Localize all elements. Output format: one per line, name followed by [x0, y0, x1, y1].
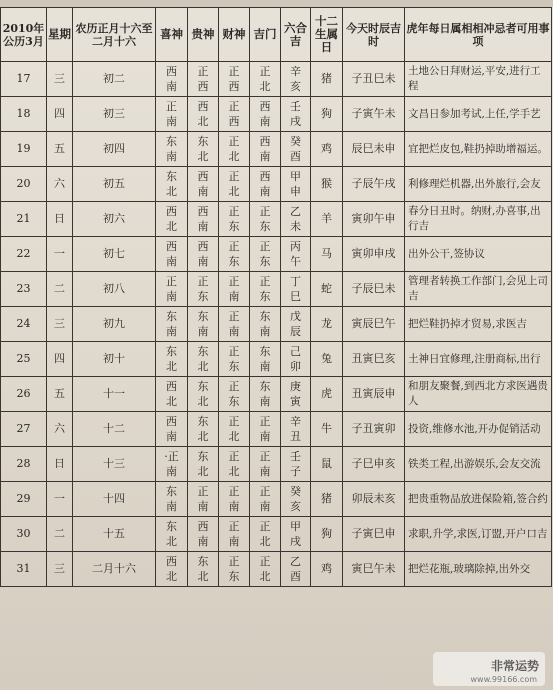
cell-jishi: 子巳申亥	[343, 447, 405, 482]
table-row	[1, 97, 552, 132]
cell-jishi: 子丑寅卯	[343, 412, 405, 447]
cell-jishi: 子丑巳未	[343, 62, 405, 97]
cell-cai: 正 北	[219, 447, 250, 482]
cell-jishi: 辰巳未申	[343, 132, 405, 167]
cell-xi: 西 南	[156, 62, 188, 97]
cell-weekday: 二	[47, 272, 73, 307]
cell-jimen: 西 南	[250, 97, 281, 132]
header-gui: 贵神	[188, 8, 219, 62]
table-row	[1, 517, 552, 552]
table-row	[1, 272, 552, 307]
table-row	[1, 482, 552, 517]
cell-gui: 东 北	[188, 342, 219, 377]
cell-shengxiao: 狗	[311, 517, 343, 552]
cell-jimen: 正 东	[250, 272, 281, 307]
cell-liuhe: 乙 未	[281, 202, 311, 237]
watermark-url: www.99166.com	[470, 675, 537, 684]
cell-lunar: 初四	[73, 132, 156, 167]
cell-jishi: 寅卯午申	[343, 202, 405, 237]
table-row	[1, 62, 552, 97]
cell-jimen: 西 南	[250, 132, 281, 167]
top-strip	[0, 0, 553, 7]
cell-cai: 正 东	[219, 237, 250, 272]
cell-gui: 西 南	[188, 167, 219, 202]
cell-gui: 西 南	[188, 202, 219, 237]
header-jishi: 今天时辰吉时	[343, 8, 405, 62]
cell-date: 21	[1, 202, 47, 237]
cell-xi: 东 北	[156, 517, 188, 552]
cell-gui: 东 北	[188, 447, 219, 482]
cell-liuhe: 癸 酉	[281, 132, 311, 167]
cell-jimen: 正 北	[250, 552, 281, 587]
cell-gui: 东 北	[188, 132, 219, 167]
cell-shengxiao: 狗	[311, 97, 343, 132]
cell-jimen: 西 南	[250, 167, 281, 202]
cell-weekday: 六	[47, 167, 73, 202]
cell-weekday: 六	[47, 412, 73, 447]
cell-weekday: 二	[47, 517, 73, 552]
cell-gui: 西 南	[188, 517, 219, 552]
cell-gui: 东 北	[188, 377, 219, 412]
cell-notes: 求职,升学,求医,订盟,开户口吉	[405, 517, 552, 552]
cell-gui: 正 西	[188, 62, 219, 97]
cell-jishi: 丑寅辰申	[343, 377, 405, 412]
cell-jishi: 寅卯申戌	[343, 237, 405, 272]
table-row	[1, 412, 552, 447]
cell-weekday: 三	[47, 307, 73, 342]
cell-shengxiao: 虎	[311, 377, 343, 412]
cell-lunar: 初六	[73, 202, 156, 237]
cell-liuhe: 甲 戌	[281, 517, 311, 552]
cell-xi: 西 北	[156, 552, 188, 587]
cell-shengxiao: 羊	[311, 202, 343, 237]
cell-weekday: 三	[47, 552, 73, 587]
cell-date: 23	[1, 272, 47, 307]
cell-cai: 正 南	[219, 482, 250, 517]
cell-liuhe: 丙 午	[281, 237, 311, 272]
cell-shengxiao: 猴	[311, 167, 343, 202]
cell-shengxiao: 龙	[311, 307, 343, 342]
table-row	[1, 342, 552, 377]
header-xi: 喜神	[156, 8, 188, 62]
header-notes: 虎年每日属相相冲忌者可用事项	[405, 8, 552, 62]
cell-notes: 出外公干,签协议	[405, 237, 552, 272]
cell-gui: 东 北	[188, 552, 219, 587]
cell-shengxiao: 兔	[311, 342, 343, 377]
table-row	[1, 167, 552, 202]
header-shengxiao: 十二生属日	[311, 8, 343, 62]
cell-xi: 东 北	[156, 167, 188, 202]
almanac-table	[0, 7, 552, 587]
cell-xi: 东 南	[156, 307, 188, 342]
cell-shengxiao: 鸡	[311, 552, 343, 587]
cell-liuhe: 庚 寅	[281, 377, 311, 412]
cell-lunar: 初二	[73, 62, 156, 97]
cell-date: 25	[1, 342, 47, 377]
cell-jimen: 正 南	[250, 482, 281, 517]
cell-shengxiao: 牛	[311, 412, 343, 447]
cell-weekday: 五	[47, 377, 73, 412]
cell-shengxiao: 鸡	[311, 132, 343, 167]
cell-lunar: 初九	[73, 307, 156, 342]
table-row	[1, 202, 552, 237]
cell-liuhe: 癸 亥	[281, 482, 311, 517]
cell-weekday: 四	[47, 97, 73, 132]
cell-date: 22	[1, 237, 47, 272]
cell-jimen: 正 北	[250, 517, 281, 552]
cell-jimen: 东 南	[250, 342, 281, 377]
cell-date: 29	[1, 482, 47, 517]
cell-date: 20	[1, 167, 47, 202]
cell-notes: 投资,维修水池,开办促销活动	[405, 412, 552, 447]
header-weekday: 星期	[47, 8, 73, 62]
cell-cai: 正 北	[219, 412, 250, 447]
cell-notes: 利修理烂机器,出外旅行,会友	[405, 167, 552, 202]
cell-cai: 正 西	[219, 97, 250, 132]
cell-date: 27	[1, 412, 47, 447]
cell-xi: 西 北	[156, 377, 188, 412]
cell-weekday: 三	[47, 62, 73, 97]
cell-xi: 东 南	[156, 482, 188, 517]
cell-lunar: 初三	[73, 97, 156, 132]
cell-gui: 西 南	[188, 237, 219, 272]
cell-xi: 正 南	[156, 97, 188, 132]
cell-date: 19	[1, 132, 47, 167]
header-cai: 财神	[219, 8, 250, 62]
table-row	[1, 447, 552, 482]
cell-notes: 春分日丑时。纳财,办喜事,出行吉	[405, 202, 552, 237]
cell-date: 28	[1, 447, 47, 482]
cell-xi: 正 南	[156, 272, 188, 307]
cell-cai: 正 东	[219, 552, 250, 587]
cell-notes: 铁类工程,出游娱乐,会友交流	[405, 447, 552, 482]
cell-jishi: 子寅午未	[343, 97, 405, 132]
cell-jishi: 子寅巳申	[343, 517, 405, 552]
header-liuhe: 六合吉	[281, 8, 311, 62]
cell-cai: 正 南	[219, 272, 250, 307]
cell-shengxiao: 猪	[311, 62, 343, 97]
cell-cai: 正 南	[219, 307, 250, 342]
table-row	[1, 377, 552, 412]
cell-weekday: 日	[47, 202, 73, 237]
cell-date: 17	[1, 62, 47, 97]
cell-cai: 正 西	[219, 62, 250, 97]
cell-notes: 宜把烂皮包,鞋扔掉助增福运。	[405, 132, 552, 167]
cell-jimen: 正 南	[250, 412, 281, 447]
cell-liuhe: 丁 巳	[281, 272, 311, 307]
cell-lunar: 二月十六	[73, 552, 156, 587]
cell-lunar: 十三	[73, 447, 156, 482]
table-row	[1, 132, 552, 167]
table-row	[1, 237, 552, 272]
table-row	[1, 552, 552, 587]
cell-xi: ·正 南	[156, 447, 188, 482]
cell-jimen: 东 南	[250, 307, 281, 342]
cell-jishi: 丑寅巳亥	[343, 342, 405, 377]
cell-cai: 正 东	[219, 342, 250, 377]
cell-liuhe: 辛 丑	[281, 412, 311, 447]
cell-liuhe: 壬 戌	[281, 97, 311, 132]
cell-jimen: 正 东	[250, 237, 281, 272]
cell-notes: 把烂花瓶,玻璃除掉,出外交	[405, 552, 552, 587]
cell-date: 24	[1, 307, 47, 342]
cell-notes: 文昌日参加考试,上任,学手艺	[405, 97, 552, 132]
cell-notes: 土神日宜修理,注册商标,出行	[405, 342, 552, 377]
header-row	[1, 8, 552, 62]
cell-weekday: 日	[47, 447, 73, 482]
cell-jimen: 正 东	[250, 202, 281, 237]
cell-date: 30	[1, 517, 47, 552]
cell-liuhe: 辛 亥	[281, 62, 311, 97]
cell-cai: 正 北	[219, 167, 250, 202]
cell-gui: 东 北	[188, 412, 219, 447]
cell-notes: 和朋友聚餐,到西北方求医遇贵人	[405, 377, 552, 412]
cell-cai: 正 北	[219, 132, 250, 167]
cell-weekday: 一	[47, 237, 73, 272]
cell-xi: 西 南	[156, 237, 188, 272]
cell-lunar: 十一	[73, 377, 156, 412]
table-row	[1, 307, 552, 342]
header-jimen: 吉门	[250, 8, 281, 62]
cell-xi: 东 北	[156, 342, 188, 377]
cell-notes: 把烂鞋扔掉才贸易,求医吉	[405, 307, 552, 342]
cell-liuhe: 己 卯	[281, 342, 311, 377]
cell-jimen: 正 北	[250, 62, 281, 97]
cell-cai: 正 东	[219, 202, 250, 237]
cell-jimen: 东 南	[250, 377, 281, 412]
cell-weekday: 一	[47, 482, 73, 517]
cell-lunar: 初五	[73, 167, 156, 202]
cell-weekday: 五	[47, 132, 73, 167]
cell-xi: 东 南	[156, 132, 188, 167]
cell-xi: 西 南	[156, 412, 188, 447]
cell-xi: 西 北	[156, 202, 188, 237]
cell-lunar: 十四	[73, 482, 156, 517]
cell-date: 18	[1, 97, 47, 132]
cell-lunar: 十二	[73, 412, 156, 447]
cell-lunar: 初十	[73, 342, 156, 377]
cell-shengxiao: 蛇	[311, 272, 343, 307]
cell-notes: 管理者转换工作部门,会见上司吉	[405, 272, 552, 307]
cell-jimen: 正 南	[250, 447, 281, 482]
cell-liuhe: 壬 子	[281, 447, 311, 482]
table-body	[1, 62, 552, 587]
cell-weekday: 四	[47, 342, 73, 377]
header-date: 2010年公历3月	[1, 8, 47, 62]
watermark-text: 非常运势	[490, 659, 539, 673]
cell-gui: 西 北	[188, 97, 219, 132]
cell-gui: 正 南	[188, 482, 219, 517]
cell-lunar: 初八	[73, 272, 156, 307]
cell-shengxiao: 鼠	[311, 447, 343, 482]
cell-liuhe: 戊 辰	[281, 307, 311, 342]
cell-notes: 把贵重物品放进保险箱,签合约	[405, 482, 552, 517]
cell-jishi: 寅辰巳午	[343, 307, 405, 342]
cell-date: 26	[1, 377, 47, 412]
header-lunar: 农历正月十六至二月十六	[73, 8, 156, 62]
cell-jishi: 卯辰未亥	[343, 482, 405, 517]
cell-jishi: 寅巳午未	[343, 552, 405, 587]
cell-gui: 正 东	[188, 272, 219, 307]
cell-shengxiao: 猪	[311, 482, 343, 517]
cell-jishi: 子辰午戌	[343, 167, 405, 202]
cell-liuhe: 乙 酉	[281, 552, 311, 587]
cell-lunar: 初七	[73, 237, 156, 272]
cell-cai: 正 南	[219, 517, 250, 552]
cell-liuhe: 甲 申	[281, 167, 311, 202]
cell-gui: 东 南	[188, 307, 219, 342]
cell-lunar: 十五	[73, 517, 156, 552]
cell-notes: 土地公日拜财运,平安,进行工程	[405, 62, 552, 97]
cell-date: 31	[1, 552, 47, 587]
cell-cai: 正 东	[219, 377, 250, 412]
cell-shengxiao: 马	[311, 237, 343, 272]
cell-jishi: 子辰巳未	[343, 272, 405, 307]
